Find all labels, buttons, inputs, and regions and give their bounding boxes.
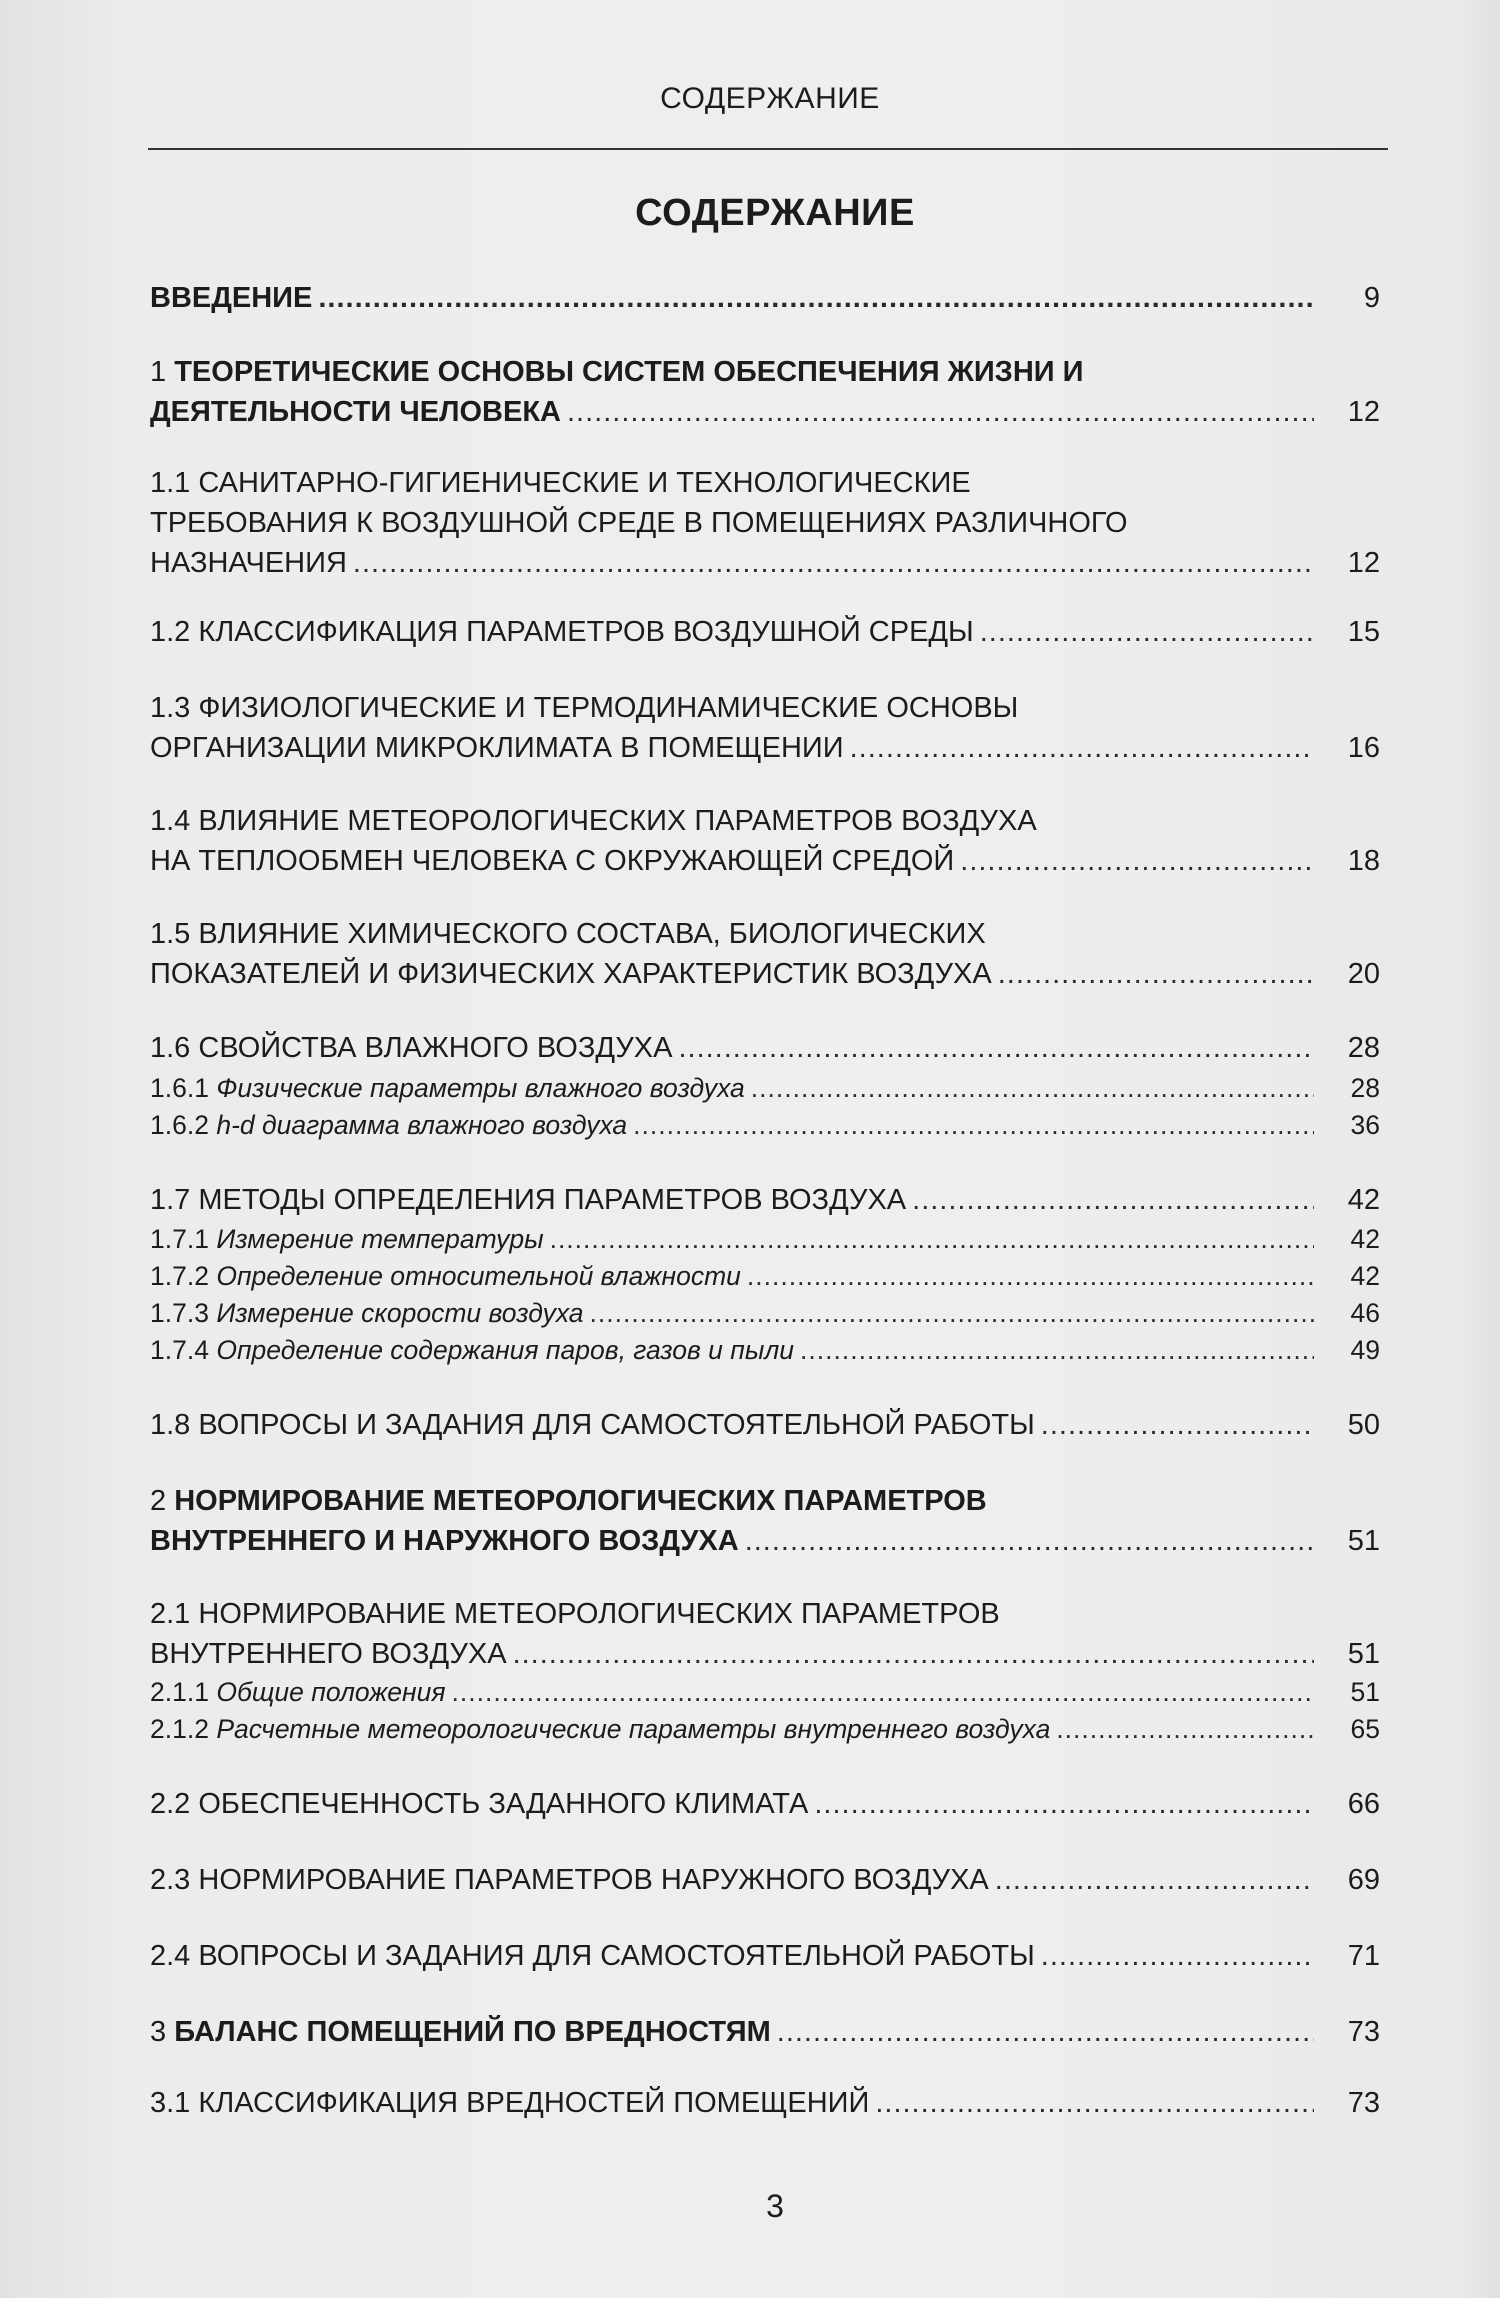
toc-entry-1-7-2[interactable]	[150, 1257, 1380, 1295]
toc-entry-title: Определение относительной влажности	[216, 1261, 741, 1291]
toc-entry-1-7[interactable]	[150, 1180, 1380, 1220]
toc-entry-page: 49	[1350, 1335, 1380, 1365]
toc-entry-title: Физические параметры влажного воздуха	[216, 1073, 745, 1103]
toc-entry-title: НОРМИРОВАНИЕ МЕТЕОРОЛОГИЧЕСКИХ ПАРАМЕТРОВ	[174, 1485, 987, 1517]
toc-entry-chapter-3[interactable]	[150, 2012, 1380, 2052]
toc-entry-page: 28	[1350, 1073, 1380, 1103]
toc-entry-title-cont: ТРЕБОВАНИЯ К ВОЗДУШНОЙ СРЕДЕ В ПОМЕЩЕНИЯХ РАЗЛИЧНОГО	[150, 507, 1128, 539]
toc-entry-page: 71	[1347, 1940, 1380, 1972]
toc-entry-title: 2.3 НОРМИРОВАНИЕ ПАРАМЕТРОВ НАРУЖНОГО ВОЗДУХА	[150, 1864, 989, 1896]
toc-entry-title: БАЛАНС ПОМЕЩЕНИЙ ПО ВРЕДНОСТЯМ	[174, 2016, 771, 2048]
toc-entry-page: 18	[1347, 845, 1380, 877]
toc-entry-page: 46	[1350, 1298, 1380, 1328]
toc-entry-title: h-d диаграмма влажного воздуха	[216, 1110, 628, 1140]
toc-entry-page: 36	[1350, 1110, 1380, 1140]
toc-entry-number: 1.6.2	[150, 1110, 209, 1140]
toc-entry-title: Общие положения	[216, 1677, 446, 1707]
toc-entry-page: 51	[1347, 1638, 1380, 1670]
toc-entry-title-cont: ОРГАНИЗАЦИИ МИКРОКЛИМАТА В ПОМЕЩЕНИИ	[150, 732, 844, 764]
toc-entry-title: 2.2 ОБЕСПЕЧЕННОСТЬ ЗАДАННОГО КЛИМАТА	[150, 1788, 809, 1820]
toc-entry-1-1[interactable]	[150, 463, 1380, 583]
toc-entry-title: Измерение температуры	[216, 1224, 544, 1254]
toc-entry-chapter-1[interactable]	[150, 352, 1380, 432]
dot-leader	[513, 1634, 1314, 1674]
toc-entry-page: 50	[1347, 1409, 1380, 1441]
toc-entry-title-cont: ПОКАЗАТЕЛЕЙ И ФИЗИЧЕСКИХ ХАРАКТЕРИСТИК ВОЗДУХА	[150, 958, 992, 990]
toc-entry-title-cont: ВНУТРЕННЕГО ВОЗДУХА	[150, 1638, 507, 1670]
dot-leader	[590, 1294, 1314, 1332]
dot-leader	[995, 1860, 1314, 1900]
toc-entry-page: 69	[1347, 1864, 1380, 1896]
dot-leader	[550, 1220, 1314, 1258]
toc-entry-2-2[interactable]	[150, 1784, 1380, 1824]
toc-entry-page: 9	[1363, 282, 1380, 314]
toc-entry-page: 12	[1347, 396, 1380, 428]
dot-leader	[633, 1106, 1314, 1144]
toc-entry-1-8[interactable]	[150, 1405, 1380, 1445]
toc-entry-title: 1.3 ФИЗИОЛОГИЧЕСКИЕ И ТЕРМОДИНАМИЧЕСКИЕ ОСНОВЫ	[150, 692, 1019, 724]
dot-leader	[777, 2012, 1314, 2052]
toc-entry-1-7-3[interactable]	[150, 1294, 1380, 1332]
toc-entry-page: 42	[1347, 1184, 1380, 1216]
toc-entry-title: 1.1 САНИТАРНО-ГИГИЕНИЧЕСКИЕ И ТЕХНОЛОГИЧЕСКИЕ	[150, 467, 971, 499]
toc-entry-1-7-1[interactable]	[150, 1220, 1380, 1258]
toc-entry-title: 1.5 ВЛИЯНИЕ ХИМИЧЕСКОГО СОСТАВА, БИОЛОГИЧЕСКИХ	[150, 918, 986, 950]
dot-leader	[318, 278, 1314, 318]
dot-leader	[678, 1028, 1314, 1068]
toc-entry-page: 12	[1347, 547, 1380, 579]
toc-entry-1-6-1[interactable]	[150, 1069, 1380, 1107]
dot-leader	[850, 728, 1314, 768]
toc-entry-1-6-2[interactable]	[150, 1106, 1380, 1144]
running-head: СОДЕРЖАНИЕ	[660, 82, 880, 115]
toc-entry-1-4[interactable]	[150, 801, 1380, 881]
toc-entry-title-cont: НА ТЕПЛООБМЕН ЧЕЛОВЕКА С ОКРУЖАЮЩЕЙ СРЕДОЙ	[150, 845, 955, 877]
toc-entry-title: 1.2 КЛАССИФИКАЦИЯ ПАРАМЕТРОВ ВОЗДУШНОЙ СРЕДЫ	[150, 616, 974, 648]
dot-leader	[912, 1180, 1314, 1220]
toc-entry-page: 28	[1347, 1032, 1380, 1064]
toc-entry-title: 1.6 СВОЙСТВА ВЛАЖНОГО ВОЗДУХА	[150, 1032, 673, 1064]
toc-entry-page: 51	[1347, 1525, 1380, 1557]
toc-entry-number: 2	[150, 1485, 167, 1517]
toc-entry-page: 20	[1347, 958, 1380, 990]
dot-leader	[980, 612, 1314, 652]
toc-entry-introduction[interactable]	[150, 278, 1380, 318]
toc-entry-title-cont: НАЗНАЧЕНИЯ	[150, 547, 347, 579]
toc-entry-2-1[interactable]	[150, 1594, 1380, 1674]
toc-entry-title: ТЕОРЕТИЧЕСКИЕ ОСНОВЫ СИСТЕМ ОБЕСПЕЧЕНИЯ ЖИЗНИ И	[174, 356, 1084, 388]
dot-leader	[875, 2083, 1314, 2123]
toc-entry-number: 1.7.1	[150, 1224, 209, 1254]
toc-entry-page: 15	[1347, 616, 1380, 648]
toc-entry-1-2[interactable]	[150, 612, 1380, 652]
toc-entry-page: 42	[1350, 1261, 1380, 1291]
toc-entry-2-1-1[interactable]	[150, 1673, 1380, 1711]
toc-entry-1-3[interactable]	[150, 688, 1380, 768]
toc-entry-1-6[interactable]	[150, 1028, 1380, 1068]
toc-entry-title: 3.1 КЛАССИФИКАЦИЯ ВРЕДНОСТЕЙ ПОМЕЩЕНИЙ	[150, 2087, 870, 2119]
toc-entry-page: 73	[1347, 2016, 1380, 2048]
toc-entry-number: 2.1.2	[150, 1714, 209, 1744]
toc-entry-1-7-4[interactable]	[150, 1331, 1380, 1369]
dot-leader	[745, 1521, 1314, 1561]
toc-entry-title: 2.1 НОРМИРОВАНИЕ МЕТЕОРОЛОГИЧЕСКИХ ПАРАМЕТРОВ	[150, 1598, 1000, 1630]
toc-entry-number: 1.7.2	[150, 1261, 209, 1291]
toc-entry-title-cont: ВНУТРЕННЕГО И НАРУЖНОГО ВОЗДУХА	[150, 1525, 739, 1557]
toc-entry-number: 1.7.4	[150, 1335, 209, 1365]
toc-entry-2-4[interactable]	[150, 1936, 1380, 1976]
toc-entry-title: 1.4 ВЛИЯНИЕ МЕТЕОРОЛОГИЧЕСКИХ ПАРАМЕТРОВ ВОЗДУХА	[150, 805, 1037, 837]
dot-leader	[1041, 1936, 1314, 1976]
dot-leader	[960, 841, 1314, 881]
toc-entry-page: 65	[1350, 1714, 1380, 1744]
toc-entry-3-1[interactable]	[150, 2083, 1380, 2123]
toc-entry-title: Расчетные метеорологические параметры внутреннего воздуха	[216, 1714, 1051, 1744]
dot-leader	[998, 954, 1314, 994]
dot-leader	[751, 1069, 1314, 1107]
toc-entry-title: ВВЕДЕНИЕ	[150, 282, 313, 314]
dot-leader	[1041, 1405, 1314, 1445]
toc-title: СОДЕРЖАНИЕ	[635, 192, 915, 234]
dot-leader	[1056, 1710, 1314, 1748]
toc-entry-title: Определение содержания паров, газов и пыли	[216, 1335, 795, 1365]
dot-leader	[567, 392, 1314, 432]
toc-entry-title: 1.8 ВОПРОСЫ И ЗАДАНИЯ ДЛЯ САМОСТОЯТЕЛЬНОЙ РАБОТЫ	[150, 1409, 1035, 1441]
toc-entry-page: 16	[1347, 732, 1380, 764]
dot-leader	[452, 1673, 1314, 1711]
toc-entry-2-1-2[interactable]	[150, 1710, 1380, 1748]
dot-leader	[814, 1784, 1314, 1824]
toc-entry-chapter-2[interactable]	[150, 1481, 1380, 1561]
toc-entry-2-3[interactable]	[150, 1860, 1380, 1900]
dot-leader	[353, 543, 1314, 583]
toc-entry-page: 66	[1347, 1788, 1380, 1820]
toc-entry-page: 51	[1350, 1677, 1380, 1707]
page-number: 3	[766, 2188, 784, 2224]
dot-leader	[747, 1257, 1314, 1295]
toc-entry-title: Измерение скорости воздуха	[216, 1298, 584, 1328]
dot-leader	[800, 1331, 1314, 1369]
toc-entry-title: 2.4 ВОПРОСЫ И ЗАДАНИЯ ДЛЯ САМОСТОЯТЕЛЬНОЙ РАБОТЫ	[150, 1940, 1035, 1972]
toc-entry-number: 3	[150, 2016, 167, 2048]
toc-entry-1-5[interactable]	[150, 914, 1380, 994]
toc-entry-number: 1.7.3	[150, 1298, 209, 1328]
toc-entry-page: 42	[1350, 1224, 1380, 1254]
toc-entry-page: 73	[1347, 2087, 1380, 2119]
toc-entry-title-cont: ДЕЯТЕЛЬНОСТИ ЧЕЛОВЕКА	[150, 396, 561, 428]
toc-entry-number: 1	[150, 356, 167, 388]
toc-entry-title: 1.7 МЕТОДЫ ОПРЕДЕЛЕНИЯ ПАРАМЕТРОВ ВОЗДУХА	[150, 1184, 907, 1216]
toc-entry-number: 2.1.1	[150, 1677, 209, 1707]
toc-entry-number: 1.6.1	[150, 1073, 209, 1103]
